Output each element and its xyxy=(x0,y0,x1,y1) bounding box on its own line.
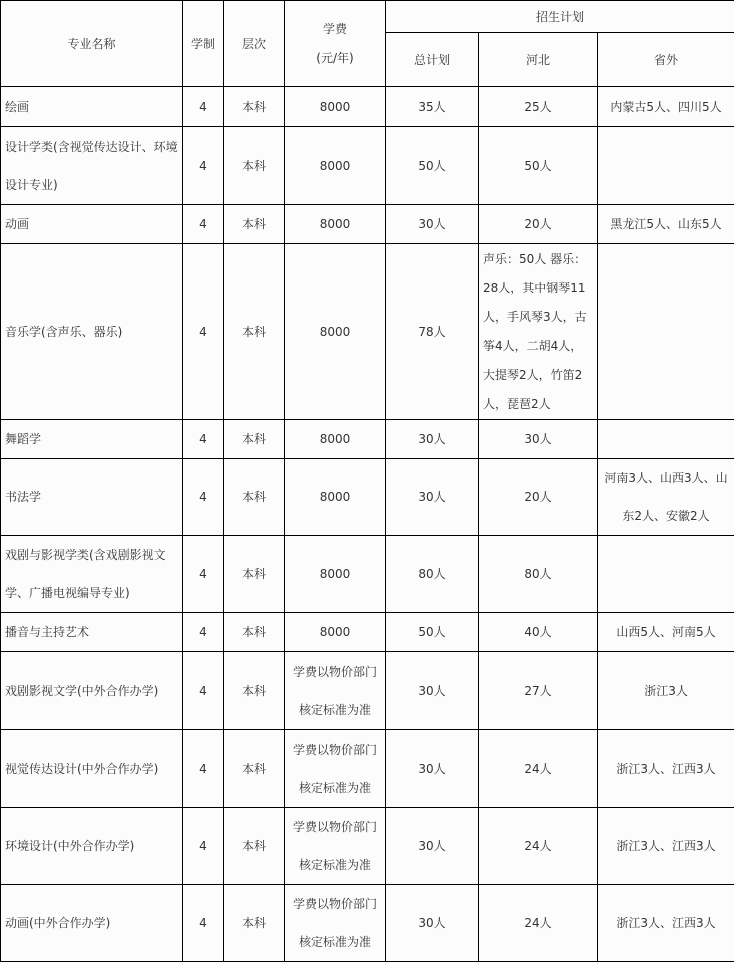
years-cell: 4 xyxy=(183,127,224,205)
table-row xyxy=(1,244,734,420)
outside-plan-cell xyxy=(598,127,734,205)
table-row xyxy=(1,652,734,730)
level-cell: 本科 xyxy=(224,244,285,420)
header-fee-line1: 学费 xyxy=(323,22,347,36)
hebei-plan-cell: 40人 xyxy=(479,613,598,652)
outside-plan-cell xyxy=(598,244,734,420)
fee-cell: 学费以物价部门核定标准为准 xyxy=(285,808,386,885)
total-plan-cell: 30人 xyxy=(386,885,479,962)
hebei-plan-cell: 27人 xyxy=(479,652,598,730)
major-name-cell: 动画 xyxy=(1,205,183,244)
fee-cell: 8000 xyxy=(285,87,386,127)
hebei-plan-cell: 80人 xyxy=(479,536,598,613)
level-cell: 本科 xyxy=(224,87,285,127)
years-cell: 4 xyxy=(183,885,224,962)
header-total: 总计划 xyxy=(386,33,479,87)
outside-plan-cell: 黑龙江5人、山东5人 xyxy=(598,205,734,244)
total-plan-cell: 50人 xyxy=(386,613,479,652)
outside-plan-cell xyxy=(598,536,734,613)
total-plan-cell: 30人 xyxy=(386,652,479,730)
years-cell: 4 xyxy=(183,808,224,885)
fee-cell: 8000 xyxy=(285,613,386,652)
fee-cell: 8000 xyxy=(285,127,386,205)
total-plan-cell: 80人 xyxy=(386,536,479,613)
header-fee-line2: (元/年) xyxy=(316,51,353,65)
level-cell: 本科 xyxy=(224,808,285,885)
major-name-cell: 音乐学(含声乐、器乐) xyxy=(1,244,183,420)
outside-plan-cell: 浙江3人 xyxy=(598,652,734,730)
years-cell: 4 xyxy=(183,420,224,459)
level-cell: 本科 xyxy=(224,420,285,459)
hebei-plan-cell: 20人 xyxy=(479,205,598,244)
total-plan-cell: 30人 xyxy=(386,205,479,244)
fee-cell: 8000 xyxy=(285,459,386,536)
hebei-plan-cell: 声乐：50人 器乐：28人，其中钢琴11人，手风琴3人，古筝4人，二胡4人，大提琴2人，竹笛2人，琵琶2人 xyxy=(479,244,598,420)
table-row xyxy=(1,808,734,885)
table-row xyxy=(1,885,734,962)
fee-cell: 8000 xyxy=(285,420,386,459)
fee-cell: 8000 xyxy=(285,244,386,420)
level-cell: 本科 xyxy=(224,205,285,244)
table-row xyxy=(1,127,734,205)
total-plan-cell: 35人 xyxy=(386,87,479,127)
major-name-cell: 视觉传达设计(中外合作办学) xyxy=(1,730,183,808)
outside-plan-cell xyxy=(598,420,734,459)
years-cell: 4 xyxy=(183,87,224,127)
total-plan-cell: 78人 xyxy=(386,244,479,420)
major-name-cell: 动画(中外合作办学) xyxy=(1,885,183,962)
table-row xyxy=(1,87,734,127)
hebei-plan-cell: 20人 xyxy=(479,459,598,536)
level-cell: 本科 xyxy=(224,459,285,536)
header-outside: 省外 xyxy=(598,33,734,87)
major-name-cell: 戏剧影视文学(中外合作办学) xyxy=(1,652,183,730)
hebei-plan-cell: 50人 xyxy=(479,127,598,205)
major-name-cell: 播音与主持艺术 xyxy=(1,613,183,652)
fee-cell: 学费以物价部门核定标准为准 xyxy=(285,730,386,808)
outside-plan-cell: 浙江3人、江西3人 xyxy=(598,885,734,962)
years-cell: 4 xyxy=(183,652,224,730)
years-cell: 4 xyxy=(183,613,224,652)
major-name-cell: 设计学类(含视觉传达设计、环境设计专业) xyxy=(1,127,183,205)
level-cell: 本科 xyxy=(224,536,285,613)
outside-plan-cell: 浙江3人、江西3人 xyxy=(598,730,734,808)
fee-cell: 8000 xyxy=(285,205,386,244)
header-fee xyxy=(285,1,386,87)
hebei-plan-cell: 25人 xyxy=(479,87,598,127)
outside-plan-cell: 浙江3人、江西3人 xyxy=(598,808,734,885)
total-plan-cell: 30人 xyxy=(386,730,479,808)
total-plan-cell: 50人 xyxy=(386,127,479,205)
table-row xyxy=(1,536,734,613)
table-row xyxy=(1,459,734,536)
years-cell: 4 xyxy=(183,730,224,808)
fee-cell: 学费以物价部门核定标准为准 xyxy=(285,652,386,730)
total-plan-cell: 30人 xyxy=(386,459,479,536)
level-cell: 本科 xyxy=(224,613,285,652)
level-cell: 本科 xyxy=(224,730,285,808)
table-row xyxy=(1,730,734,808)
header-hebei: 河北 xyxy=(479,33,598,87)
outside-plan-cell: 内蒙古5人、四川5人 xyxy=(598,87,734,127)
level-cell: 本科 xyxy=(224,885,285,962)
hebei-plan-cell: 30人 xyxy=(479,420,598,459)
level-cell: 本科 xyxy=(224,127,285,205)
level-cell: 本科 xyxy=(224,652,285,730)
major-name-cell: 环境设计(中外合作办学) xyxy=(1,808,183,885)
hebei-plan-cell: 24人 xyxy=(479,730,598,808)
header-name: 专业名称 xyxy=(1,1,183,87)
hebei-plan-cell: 24人 xyxy=(479,885,598,962)
hebei-plan-cell: 24人 xyxy=(479,808,598,885)
years-cell: 4 xyxy=(183,205,224,244)
major-name-cell: 舞蹈学 xyxy=(1,420,183,459)
major-name-cell: 书法学 xyxy=(1,459,183,536)
header-level: 层次 xyxy=(224,1,285,87)
total-plan-cell: 30人 xyxy=(386,420,479,459)
header-plan: 招生计划 xyxy=(386,1,734,33)
table-row xyxy=(1,205,734,244)
outside-plan-cell: 山西5人、河南5人 xyxy=(598,613,734,652)
years-cell: 4 xyxy=(183,459,224,536)
major-name-cell: 绘画 xyxy=(1,87,183,127)
outside-plan-cell: 河南3人、山西3人、山东2人、安徽2人 xyxy=(598,459,734,536)
header-years: 学制 xyxy=(183,1,224,87)
table-row xyxy=(1,613,734,652)
years-cell: 4 xyxy=(183,536,224,613)
total-plan-cell: 30人 xyxy=(386,808,479,885)
table-row xyxy=(1,420,734,459)
major-name-cell: 戏剧与影视学类(含戏剧影视文学、广播电视编导专业) xyxy=(1,536,183,613)
fee-cell: 8000 xyxy=(285,536,386,613)
years-cell: 4 xyxy=(183,244,224,420)
fee-cell: 学费以物价部门核定标准为准 xyxy=(285,885,386,962)
